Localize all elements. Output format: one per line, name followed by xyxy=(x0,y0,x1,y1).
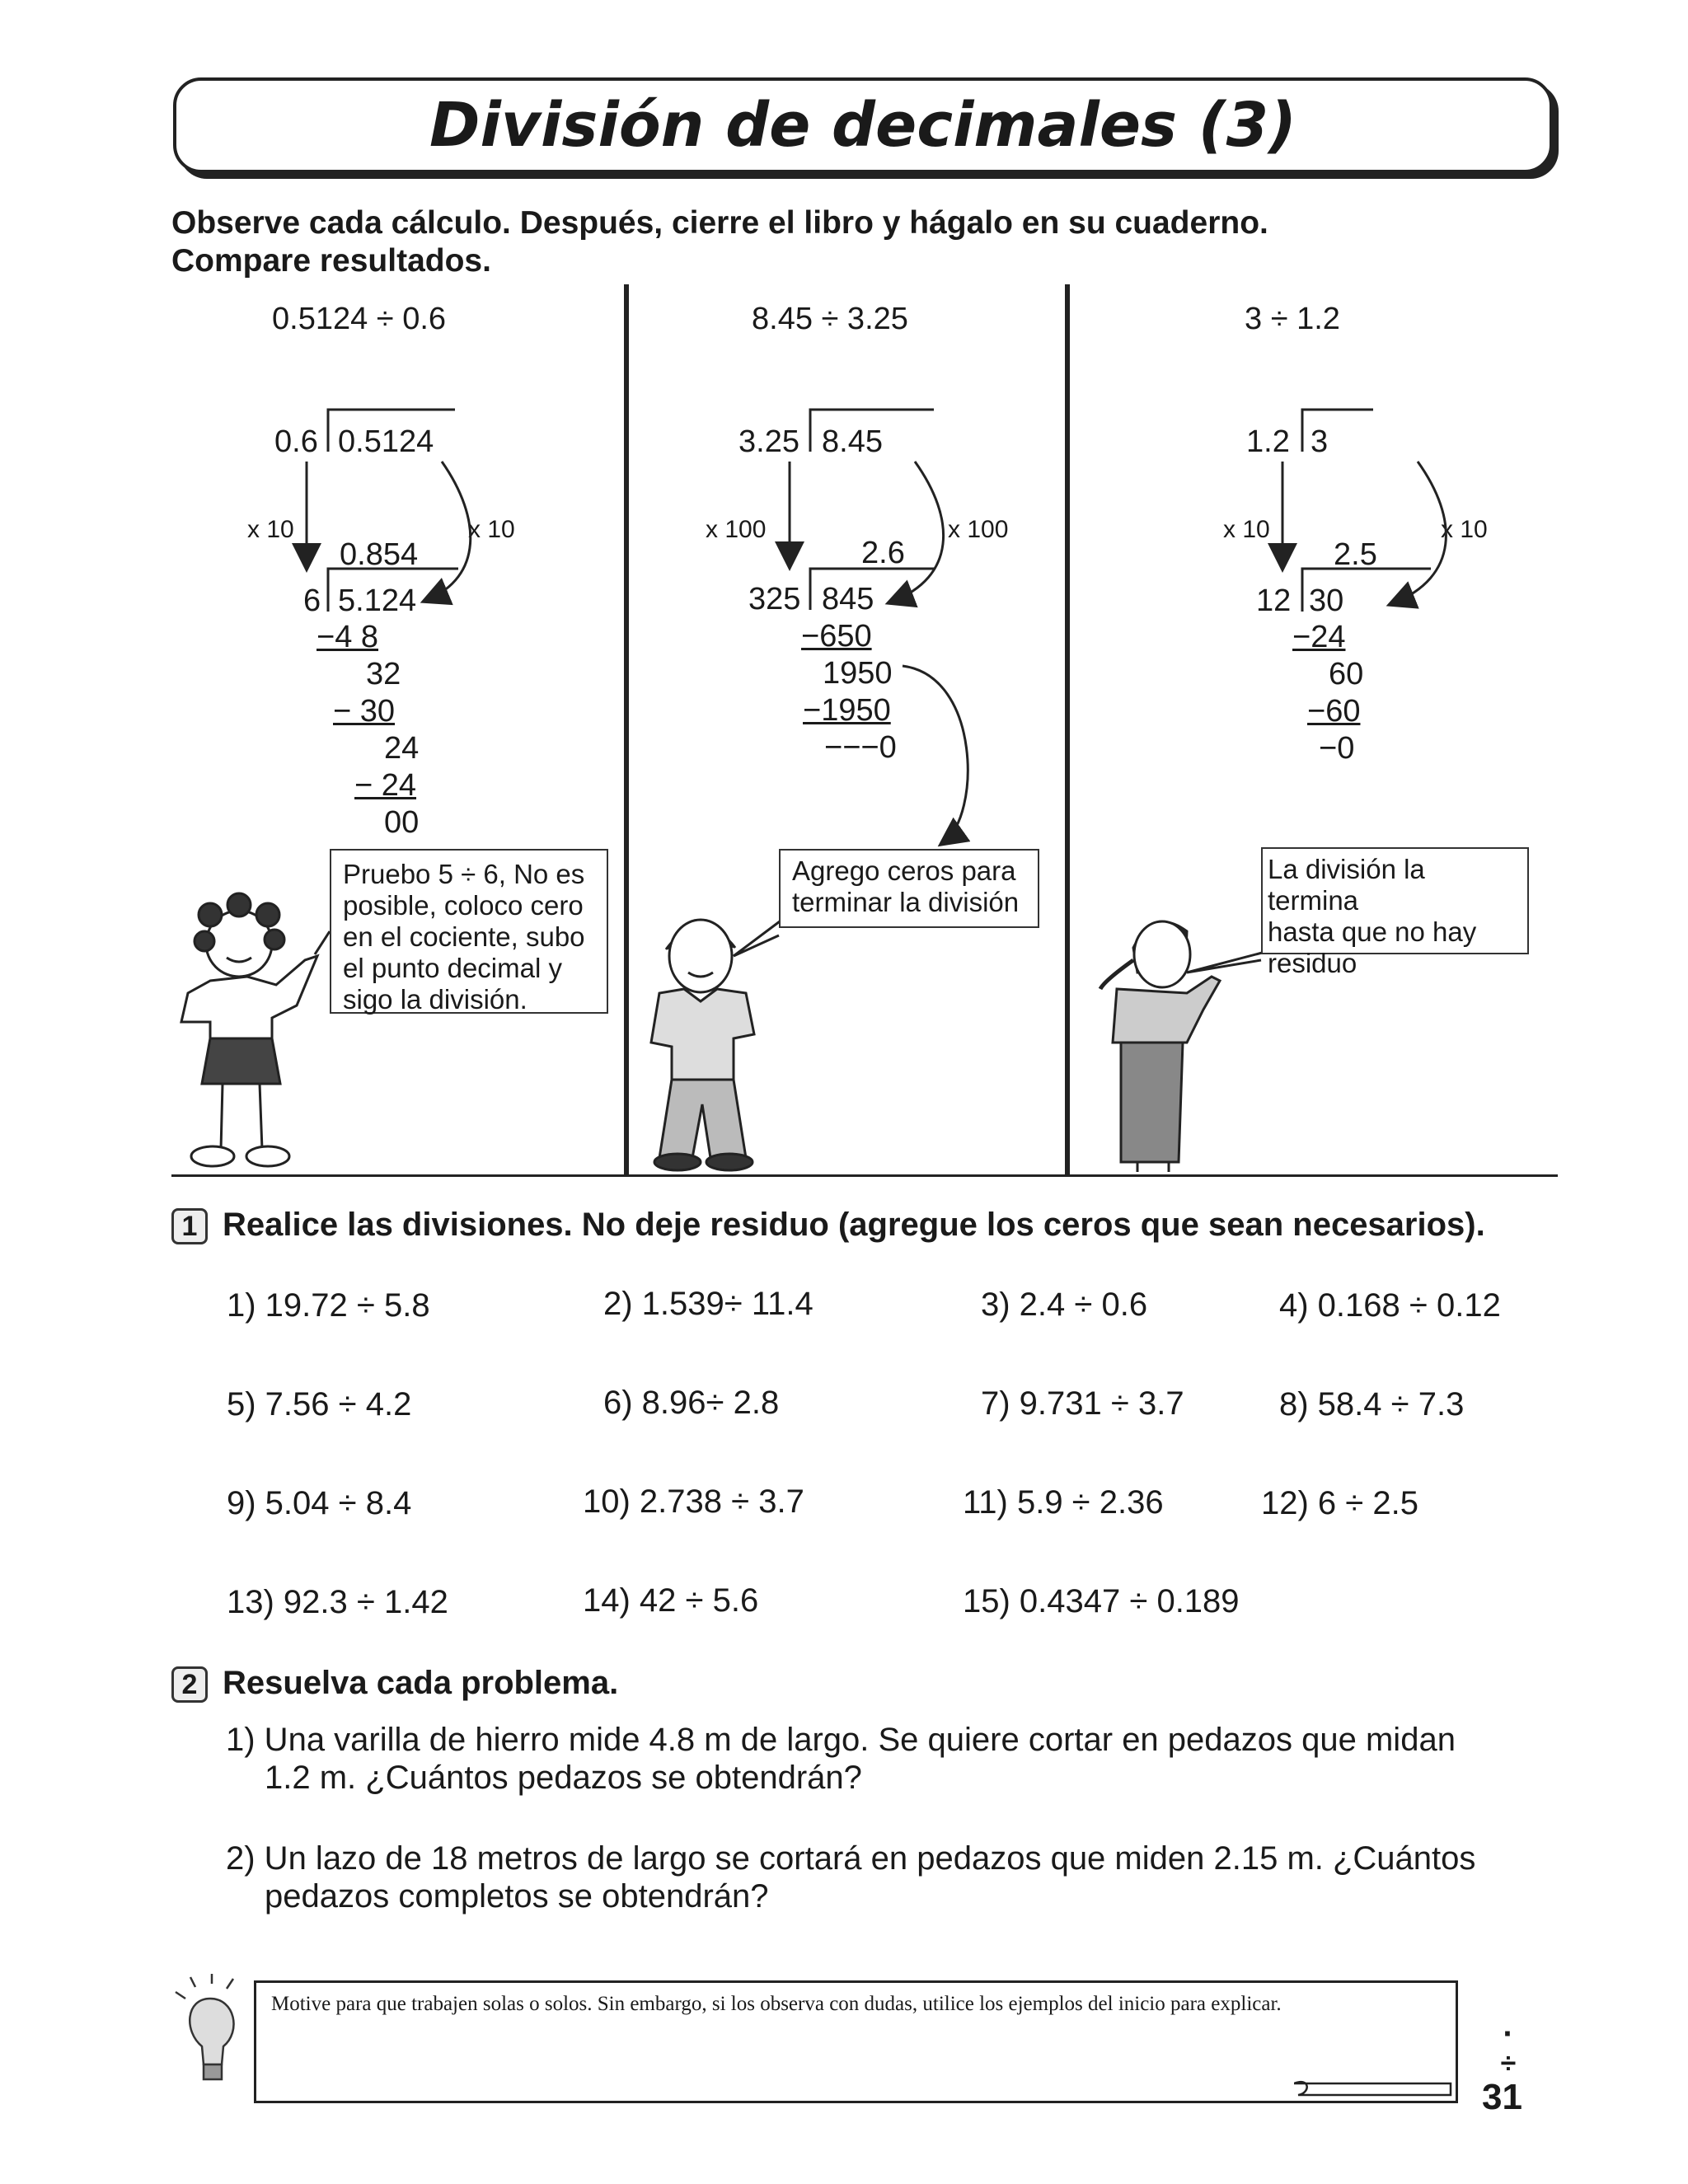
division-bracket xyxy=(1302,569,1431,612)
exercise: 5) 7.56 ÷ 4.2 xyxy=(227,1386,412,1422)
exercise: 2) 1.539÷ 11.4 xyxy=(603,1286,814,1322)
dividend-original: 3 xyxy=(1311,424,1329,459)
dividend: 30 xyxy=(1309,583,1344,618)
divisor-original: 1.2 xyxy=(1246,424,1290,459)
exercise: 9) 5.04 ÷ 8.4 xyxy=(227,1485,412,1521)
division-step: −1950 xyxy=(803,693,891,728)
exercise: 11) 5.9 ÷ 2.36 xyxy=(963,1484,1164,1521)
section-heading-text: Resuelva cada problema. xyxy=(223,1665,619,1701)
teacher-note: Motive para que trabajen solas o solos. Sin embargo, si los observa con dudas, utilice los ejemplos del inicio para explicar. xyxy=(271,1993,1282,2015)
bubble-line: hasta que no hay xyxy=(1268,916,1477,947)
division-step: 1950 xyxy=(823,656,893,691)
division-step: 00 xyxy=(384,805,420,840)
page-title: División de decimales (3) xyxy=(429,90,1296,161)
exercise: 1) 19.72 ÷ 5.8 xyxy=(227,1287,430,1324)
division-bracket xyxy=(328,410,455,452)
problem-line: 1) Una varilla de hierro mide 4.8 m de largo. Se quiere cortar en pedazos que midan xyxy=(226,1722,1456,1758)
teacher-note-box xyxy=(254,1980,1458,2103)
bubble-line: el punto decimal y xyxy=(343,953,562,983)
division-step: 32 xyxy=(366,657,401,691)
instruction-line-1: Observe cada cálculo. Después, cierre el libro y hágalo en su cuaderno. xyxy=(171,205,1268,241)
section-heading-text: Realice las divisiones. No deje residuo (agregue los ceros que sean necesarios). xyxy=(223,1207,1485,1243)
bubble-line: residuo xyxy=(1268,948,1357,978)
divisor-original: 3.25 xyxy=(738,424,799,459)
division-bracket xyxy=(1302,410,1373,452)
problem-line: pedazos completos se obtendrán? xyxy=(265,1878,769,1915)
word-problem xyxy=(226,1721,1456,1797)
exercise: 3) 2.4 ÷ 0.6 xyxy=(981,1286,1148,1323)
division-bracket xyxy=(810,410,934,452)
division-step: −24 xyxy=(1292,620,1346,654)
division-step: −−−0 xyxy=(824,730,897,765)
bubble-tail xyxy=(1187,952,1265,972)
exercise: 10) 2.738 ÷ 3.7 xyxy=(583,1483,804,1520)
quotient: 2.5 xyxy=(1334,537,1377,572)
divisor: 325 xyxy=(748,582,801,616)
curved-arrow xyxy=(903,666,968,842)
dividend: 845 xyxy=(822,582,874,616)
bubble-line: sigo la división. xyxy=(343,984,528,1015)
division-step: − 30 xyxy=(333,694,396,729)
problem-line: 1.2 m. ¿Cuántos pedazos se obtendrán? xyxy=(265,1760,862,1796)
example-expression: 3 ÷ 1.2 xyxy=(1245,302,1340,336)
bubble-line: en el cociente, subo xyxy=(343,921,585,952)
speech-bubble xyxy=(330,849,608,1014)
divisor: 12 xyxy=(1256,583,1292,618)
division-step: 60 xyxy=(1329,657,1364,691)
exercise: 6) 8.96÷ 2.8 xyxy=(603,1385,780,1421)
exercise: 12) 6 ÷ 2.5 xyxy=(1261,1485,1418,1521)
instruction-line-2: Compare resultados. xyxy=(171,243,491,279)
quotient: 0.854 xyxy=(340,537,419,572)
problem-line: 2) Un lazo de 18 metros de largo se cortará en pedazos que miden 2.15 m. ¿Cuántos xyxy=(226,1840,1476,1877)
bubble-line: terminar la división xyxy=(792,887,1020,917)
bubble-line: posible, coloco cero xyxy=(343,890,584,921)
lightbulb-icon xyxy=(169,1974,251,2089)
speech-bubble xyxy=(779,849,1039,928)
example-expression: 8.45 ÷ 3.25 xyxy=(752,302,908,336)
example-expression: 0.5124 ÷ 0.6 xyxy=(272,302,447,336)
divisor-original: 0.6 xyxy=(274,424,318,459)
multiply-factor-left: x 10 xyxy=(1223,516,1270,543)
bubble-line: La división la termina xyxy=(1268,854,1425,916)
division-bracket xyxy=(328,569,458,612)
division-step: −4 8 xyxy=(316,620,379,654)
bubble-line: Pruebo 5 ÷ 6, No es xyxy=(343,859,585,889)
multiply-factor-left: x 10 xyxy=(247,516,294,543)
division-step: −0 xyxy=(1319,731,1355,766)
multiply-factor-left: x 100 xyxy=(706,516,767,543)
division-step: −650 xyxy=(801,619,872,654)
bubble-line: Agrego ceros para xyxy=(792,855,1016,886)
exercise: 4) 0.168 ÷ 0.12 xyxy=(1279,1287,1501,1324)
multiply-factor-right: x 10 xyxy=(468,516,515,543)
division-sign-icon: · ÷ xyxy=(1500,2016,1517,2079)
section-number-badge: 1 xyxy=(171,1208,208,1244)
exercise: 15) 0.4347 ÷ 0.189 xyxy=(963,1583,1240,1619)
curved-arrow xyxy=(892,462,944,602)
boy-illustration xyxy=(651,920,754,1170)
multiply-factor-right: x 10 xyxy=(1441,516,1488,543)
exercise: 13) 92.3 ÷ 1.42 xyxy=(227,1584,448,1620)
exercise: 8) 58.4 ÷ 7.3 xyxy=(1279,1386,1465,1422)
division-step: 24 xyxy=(384,731,420,766)
division-step: −60 xyxy=(1307,694,1361,729)
section-1-heading xyxy=(171,1207,1485,1244)
page-curl xyxy=(1294,2069,1459,2102)
bubble-tail xyxy=(734,919,783,956)
quotient: 2.6 xyxy=(861,536,905,570)
speech-bubble xyxy=(1261,847,1529,978)
division-step: − 24 xyxy=(354,768,417,803)
girl-illustration xyxy=(1100,921,1220,1172)
curved-arrow xyxy=(427,462,471,600)
dividend-original: 8.45 xyxy=(822,424,883,459)
section-2-heading xyxy=(171,1665,618,1703)
girl-illustration xyxy=(181,893,317,1166)
word-problem xyxy=(226,1840,1475,1915)
bubble-tail xyxy=(315,931,330,954)
dividend: 5.124 xyxy=(338,583,417,618)
dividend-original: 0.5124 xyxy=(338,424,434,459)
curved-arrow xyxy=(1393,462,1446,603)
exercise: 7) 9.731 ÷ 3.7 xyxy=(981,1385,1184,1422)
divisor: 6 xyxy=(303,583,321,618)
exercise: 14) 42 ÷ 5.6 xyxy=(583,1582,759,1619)
page-number: 31 xyxy=(1482,2077,1522,2117)
multiply-factor-right: x 100 xyxy=(948,516,1009,543)
section-number-badge: 2 xyxy=(171,1666,208,1703)
